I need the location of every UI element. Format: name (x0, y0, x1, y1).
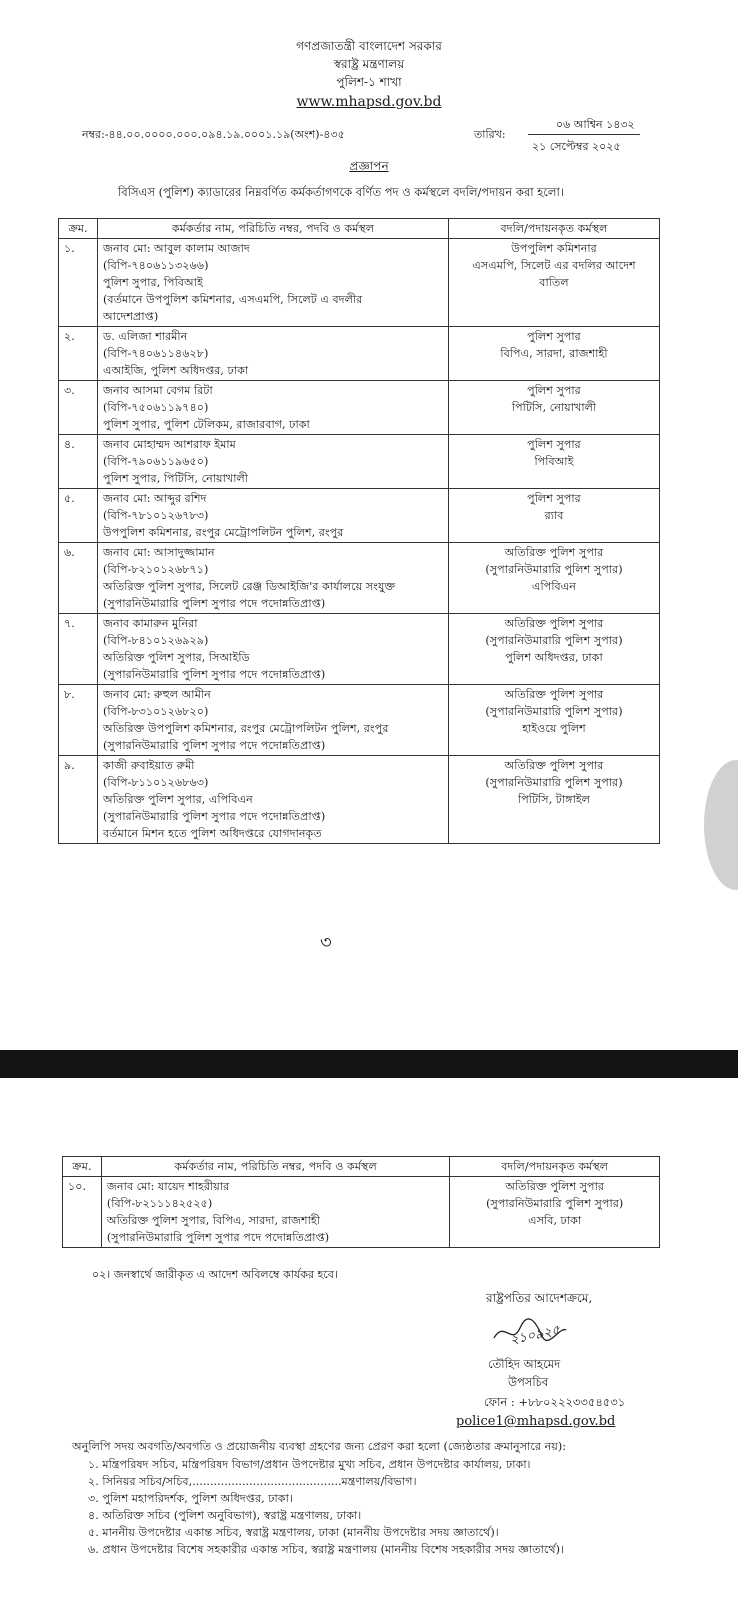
officer-detail-line: (বিপি-৮৪১০১২৬৯২৯) (103, 634, 209, 647)
cc-list-item: ৩. পুলিশ মহাপরিদর্শক, পুলিশ অধিদপ্তর, ঢাকা। (88, 1492, 293, 1505)
officer-detail-line: (বিপি-৭৮১০১২৬৭৮৩) (103, 509, 209, 522)
table-row (59, 543, 660, 614)
posting-line: অতিরিক্ত পুলিশ সুপার (504, 617, 604, 630)
table-row (59, 489, 660, 543)
cc-list-item: ৪. অতিরিক্ত সচিব (পুলিশ অনুবিভাগ), স্বরাষ্ট্র মন্ত্রণালয়, ঢাকা। (88, 1509, 362, 1522)
govt-name: গণপ্রজাতন্ত্রী বাংলাদেশ সরকার (296, 39, 442, 53)
posting-line: (সুপারনিউমারারি পুলিশ সুপার) (485, 563, 623, 576)
posting-line: পুলিশ সুপার (527, 492, 581, 505)
officer-detail-line: অতিরিক্ত পুলিশ সুপার, এপিবিএন (103, 793, 253, 806)
posting-header: বদলি/পদায়নকৃত কর্মস্থল (450, 1157, 660, 1177)
date-divider (528, 134, 640, 135)
posting-line: অতিরিক্ত পুলিশ সুপার (505, 1180, 605, 1193)
officer-detail-line: (সুপারনিউমারারি পুলিশ সুপার পদে পদোন্নতিপ্রাপ্ত) (103, 668, 326, 681)
signatory-name: তৌহিদ আহমেদ (488, 1357, 561, 1371)
handwritten-signature: ২১০৯২৫ (508, 1322, 562, 1349)
notice-title: প্রজ্ঞাপন (349, 159, 389, 173)
officer-detail-line: অতিরিক্ত পুলিশ সুপার, সিআইডি (103, 651, 250, 664)
officer-detail-line: পুলিশ সুপার, পিটিসি, নোয়াখালী (103, 472, 249, 485)
table-header-row (59, 219, 660, 239)
posting-line: র‍্যাব (544, 509, 564, 522)
officer-detail-line: (সুপারনিউমারারি পুলিশ সুপার পদে পদোন্নতিপ্রাপ্ত) (103, 739, 326, 752)
posting-details (449, 489, 660, 543)
officer-detail-line: (বিপি-৮৩১০১২৬৮২০) (103, 705, 209, 718)
posting-line: পুলিশ অধিদপ্তর, ঢাকা (505, 651, 603, 664)
posting-details (449, 543, 660, 614)
officer-detail-line: অতিরিক্ত উপপুলিশ কমিশনার, রংপুর মেট্রোপলিটন পুলিশ, রংপুর (103, 722, 389, 735)
posting-line: বাতিল (539, 276, 569, 289)
posting-line: অতিরিক্ত পুলিশ সুপার (504, 759, 604, 772)
posting-details (449, 435, 660, 489)
officer-detail-line: জনাব মো: আব্দুর রশিদ (103, 492, 207, 505)
officer-detail-line: (সুপারনিউমারারি পুলিশ সুপার পদে পদোন্নতিপ্রাপ্ত) (103, 597, 326, 610)
cc-list-item: ১. মন্ত্রিপরিষদ সচিব, মন্ত্রিপরিষদ বিভাগ/প্রধান উপদেষ্টার মুখ্য সচিব, প্রধান উপদেষ্টার কার্যালয়, ঢাকা। (88, 1458, 531, 1471)
officer-detail-line: অতিরিক্ত পুলিশ সুপার, বিপিএ, সারদা, রাজশাহী (106, 1214, 320, 1227)
document-page-2 (0, 1078, 738, 1600)
officer-detail-line: জনাব আসমা বেগম রিটা (103, 384, 213, 397)
officer-header: কর্মকর্তার নাম, পরিচিতি নম্বর, পদবি ও কর্মস্থল (98, 219, 449, 239)
cc-intro: অনুলিপি সদয় অবগতি/অবগতি ও প্রয়োজনীয় ব্যবস্থা গ্রহণের জন্য প্রেরণ করা হলো (জ্যেষ্ঠতার ক্রমানুসারে নয়): (72, 1440, 566, 1453)
posting-line: উপপুলিশ কমিশনার (511, 242, 597, 255)
officer-detail-line: (সুপারনিউমারারি পুলিশ সুপার পদে পদোন্নতিপ্রাপ্ত) (103, 810, 326, 823)
officer-details (98, 435, 449, 489)
row-serial: ৩. (59, 381, 98, 435)
row-serial: ১. (59, 239, 98, 327)
posting-line: (সুপারনিউমারারি পুলিশ সুপার) (485, 705, 623, 718)
officer-detail-line: (বিপি-৮১১০১২৬৮৬৩) (103, 776, 209, 789)
posting-line: পুলিশ সুপার (527, 384, 581, 397)
officer-detail-line: (সুপারনিউমারারি পুলিশ সুপার পদে পদোন্নতিপ্রাপ্ত) (106, 1231, 330, 1244)
order-line: রাষ্ট্রপতির আদেশক্রমে, (486, 1291, 593, 1305)
ministry-name: স্বরাষ্ট্র মন্ত্রণালয় (333, 57, 405, 71)
posting-line: এপিবিএন (532, 580, 576, 593)
posting-line: হাইওয়ে পুলিশ (522, 722, 586, 735)
row-serial: ৬. (59, 543, 98, 614)
officer-detail-line: ড. এলিজা শারমীন (103, 330, 188, 343)
officer-detail-line: বর্তমানে মিশন হতে পুলিশ অধিদপ্তরে যোগদানকৃত (103, 827, 322, 840)
officer-details (98, 614, 449, 685)
table-row (59, 381, 660, 435)
posting-line: (সুপারনিউমারারি পুলিশ সুপার) (486, 1197, 624, 1210)
posting-line: (সুপারনিউমারারি পুলিশ সুপার) (485, 776, 623, 789)
posting-line: পিটিসি, টাঙ্গাইল (518, 793, 590, 806)
posting-header: বদলি/পদায়নকৃত কর্মস্থল (449, 219, 660, 239)
officer-detail-line: আদেশপ্রাপ্ত) (103, 310, 159, 323)
table-row (59, 327, 660, 381)
table-row (59, 685, 660, 756)
posting-details (449, 685, 660, 756)
officer-detail-line: পুলিশ সুপার, পুলিশ টেলিকম, রাজারবাগ, ঢাকা (103, 418, 310, 431)
officer-detail-line: (বিপি-৭৪০৬১১৪৬২৮) (103, 347, 209, 360)
cc-list (88, 1456, 564, 1558)
officer-detail-line: জনাব মোহাম্মদ আশরাফ ইমাম (103, 438, 236, 451)
officer-details (98, 381, 449, 435)
row-serial: ৯. (59, 756, 98, 844)
posting-line: পিটিসি, নোয়াখালী (511, 401, 597, 414)
intro-text: বিসিএস (পুলিশ) ক্যাডারের নিম্নবর্ণিত কর্মকর্তাগণকে বর্ণিত পদ ও কর্মস্থলে বদলি/পদায়ন করা হলো। (118, 185, 564, 199)
officer-header: কর্মকর্তার নাম, পরিচিতি নম্বর, পদবি ও কর্মস্থল (101, 1157, 449, 1177)
page-number: ৩ (320, 932, 332, 953)
posting-details (449, 756, 660, 844)
posting-line: পিবিআই (534, 455, 574, 468)
posting-line: এসএমপি, সিলেট এর বদলির আদেশ (472, 259, 636, 272)
transfer-table (58, 218, 660, 844)
row-serial: ৫. (59, 489, 98, 543)
officer-details (101, 1177, 449, 1248)
table-header-row (63, 1157, 660, 1177)
officer-detail-line: জনাব মো: আসাদুজ্জামান (103, 546, 215, 559)
table-row (63, 1177, 660, 1248)
officer-detail-line: এআইজি, পুলিশ অধিদপ্তর, ঢাকা (103, 364, 249, 377)
posting-details (449, 239, 660, 327)
officer-detail-line: অতিরিক্ত পুলিশ সুপার, সিলেট রেঞ্জ ডিআইজি'র কার্যালয়ে সংযুক্ত (103, 580, 396, 593)
officer-details (98, 756, 449, 844)
date-english: ২১ সেপ্টেম্বর ২০২৫ (532, 140, 621, 153)
signatory-phone: ফোন : +৮৮০২২২৩৩৫৪৫৩১ (484, 1395, 626, 1409)
signature-scribble-icon (490, 1316, 570, 1346)
officer-detail-line: উপপুলিশ কমিশনার, রংপুর মেট্রোপলিটন পুলিশ, রংপুর (103, 526, 344, 539)
signatory-email[interactable]: police1@mhapsd.gov.bd (456, 1414, 616, 1429)
posting-details (450, 1177, 660, 1248)
table-row (59, 614, 660, 685)
officer-detail-line: জনাব মো: যায়েদ শাহরীয়ার (106, 1180, 230, 1193)
row-serial: ৮. (59, 685, 98, 756)
scroll-overlay-handle[interactable] (704, 760, 738, 890)
posting-details (449, 381, 660, 435)
posting-line: এসবি, ঢাকা (528, 1214, 582, 1227)
posting-line: পুলিশ সুপার (527, 438, 581, 451)
date-bangla: ০৬ আশ্বিন ১৪৩২ (556, 118, 635, 131)
table-row (59, 239, 660, 327)
posting-line: (সুপারনিউমারারি পুলিশ সুপার) (485, 634, 623, 647)
serial-header: ক্রম. (63, 1157, 102, 1177)
website-link[interactable]: www.mhapsd.gov.bd (296, 94, 442, 110)
posting-line: অতিরিক্ত পুলিশ সুপার (504, 546, 604, 559)
officer-detail-line: জনাব মো: রুহুল আমীন (103, 688, 211, 701)
officer-detail-line: (বর্তমানে উপপুলিশ কমিশনার, এসএমপি, সিলেট এ বদলীর (103, 293, 363, 306)
posting-line: বিপিএ, সারদা, রাজশাহী (500, 347, 608, 360)
officer-details (98, 327, 449, 381)
posting-line: পুলিশ সুপার (527, 330, 581, 343)
page-divider (0, 1050, 738, 1078)
posting-line: অতিরিক্ত পুলিশ সুপার (504, 688, 604, 701)
row-serial: ৭. (59, 614, 98, 685)
row-serial: ২. (59, 327, 98, 381)
table-row (59, 435, 660, 489)
posting-details (449, 327, 660, 381)
memo-number: নম্বর:-৪৪.০০.০০০০.০০০.০৯৪.১৯.০০০১.১৯(অংশ)-৪৩৫ (82, 128, 345, 141)
transfer-table-continued (62, 1156, 660, 1248)
officer-details (98, 489, 449, 543)
date-label: তারিখ: (474, 128, 506, 141)
officer-detail-line: (বিপি-৭৫০৬১১৯৭৪০) (103, 401, 209, 414)
row-serial: ৪. (59, 435, 98, 489)
officer-detail-line: (বিপি-৮২১১১৪২৫২৫) (106, 1197, 213, 1210)
officer-detail-line: (বিপি-৭৯০৬১১৯৬৫০) (103, 455, 209, 468)
cc-list-item: ২. সিনিয়র সচিব/সচিব,..........................................মন্ত্রণালয়/বিভাগ। (88, 1475, 417, 1488)
officer-detail-line: কাজী রুবাইয়াত রুমী (103, 759, 195, 772)
officer-details (98, 543, 449, 614)
row-serial: ১০. (63, 1177, 102, 1248)
officer-detail-line: জনাব মো: আবুল কালাম আজাদ (103, 242, 250, 255)
clause-02: ০২। জনস্বার্থে জারীকৃত এ আদেশ অবিলম্বে কার্যকর হবে। (92, 1268, 338, 1281)
officer-detail-line: (বিপি-৭৪০৬১১৩২৬৬) (103, 259, 209, 272)
cc-list-item: ৬. প্রধান উপদেষ্টার বিশেষ সহকারীর একান্ত সচিব, স্বরাষ্ট্র মন্ত্রণালয় (মাননীয় বিশেষ সহকারীর সদয় জ্ঞাতার্থে)। (88, 1543, 564, 1556)
officer-detail-line: জনাব কামারুন মুনিরা (103, 617, 198, 630)
section-name: পুলিশ-১ শাখা (336, 75, 402, 89)
signatory-designation: উপসচিব (508, 1375, 549, 1389)
table-row (59, 756, 660, 844)
officer-details (98, 685, 449, 756)
cc-list-item: ৫. মাননীয় উপদেষ্টার একান্ত সচিব, স্বরাষ্ট্র মন্ত্রণালয়, ঢাকা (মাননীয় উপদেষ্টার সদয় জ্ঞাতার্থে)। (88, 1526, 499, 1539)
officer-details (98, 239, 449, 327)
serial-header: ক্রম. (59, 219, 98, 239)
officer-detail-line: পুলিশ সুপার, পিবিআই (103, 276, 203, 289)
officer-detail-line: (বিপি-৮২১০১২৬৮৭১) (103, 563, 209, 576)
posting-details (449, 614, 660, 685)
